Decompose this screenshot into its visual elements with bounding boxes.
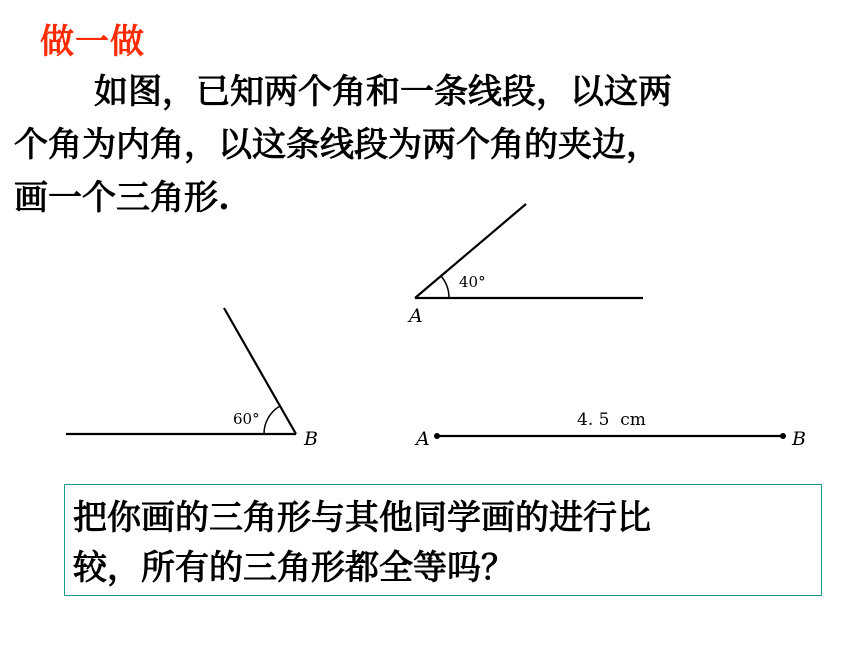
angle-a bbox=[407, 204, 643, 327]
intro-line-2: 个角为内角，以这条线段为两个角的夹边， bbox=[14, 125, 660, 165]
intro-line-3: 画一个三角形. bbox=[14, 178, 230, 218]
angle-a-arc bbox=[441, 276, 449, 298]
angle-a-degree-label: 40° bbox=[459, 273, 486, 291]
segment-endpoint-b bbox=[780, 433, 786, 439]
angle-b-vertex-label: B bbox=[304, 428, 318, 450]
segment-length-label: 4. 5 cm bbox=[577, 410, 646, 430]
segment-end-label: B bbox=[792, 428, 806, 450]
segment-endpoint-a bbox=[434, 433, 440, 439]
angle-a-vertex-label: A bbox=[409, 305, 423, 327]
segment-start-label: A bbox=[416, 428, 430, 450]
question-box bbox=[64, 484, 822, 596]
question-line-1: 把你画的三角形与其他同学画的进行比 bbox=[73, 498, 651, 538]
intro-line-1-text: 如图，已知两个角和一条线段，以这两 bbox=[94, 72, 672, 112]
slide-title: 做一做 bbox=[40, 22, 145, 62]
angle-b bbox=[66, 308, 318, 450]
segment-ab bbox=[414, 410, 806, 450]
question-line-2: 较，所有的三角形都全等吗？ bbox=[73, 548, 515, 588]
angle-b-arc bbox=[264, 406, 280, 434]
angle-b-degree-label: 60° bbox=[233, 410, 260, 428]
